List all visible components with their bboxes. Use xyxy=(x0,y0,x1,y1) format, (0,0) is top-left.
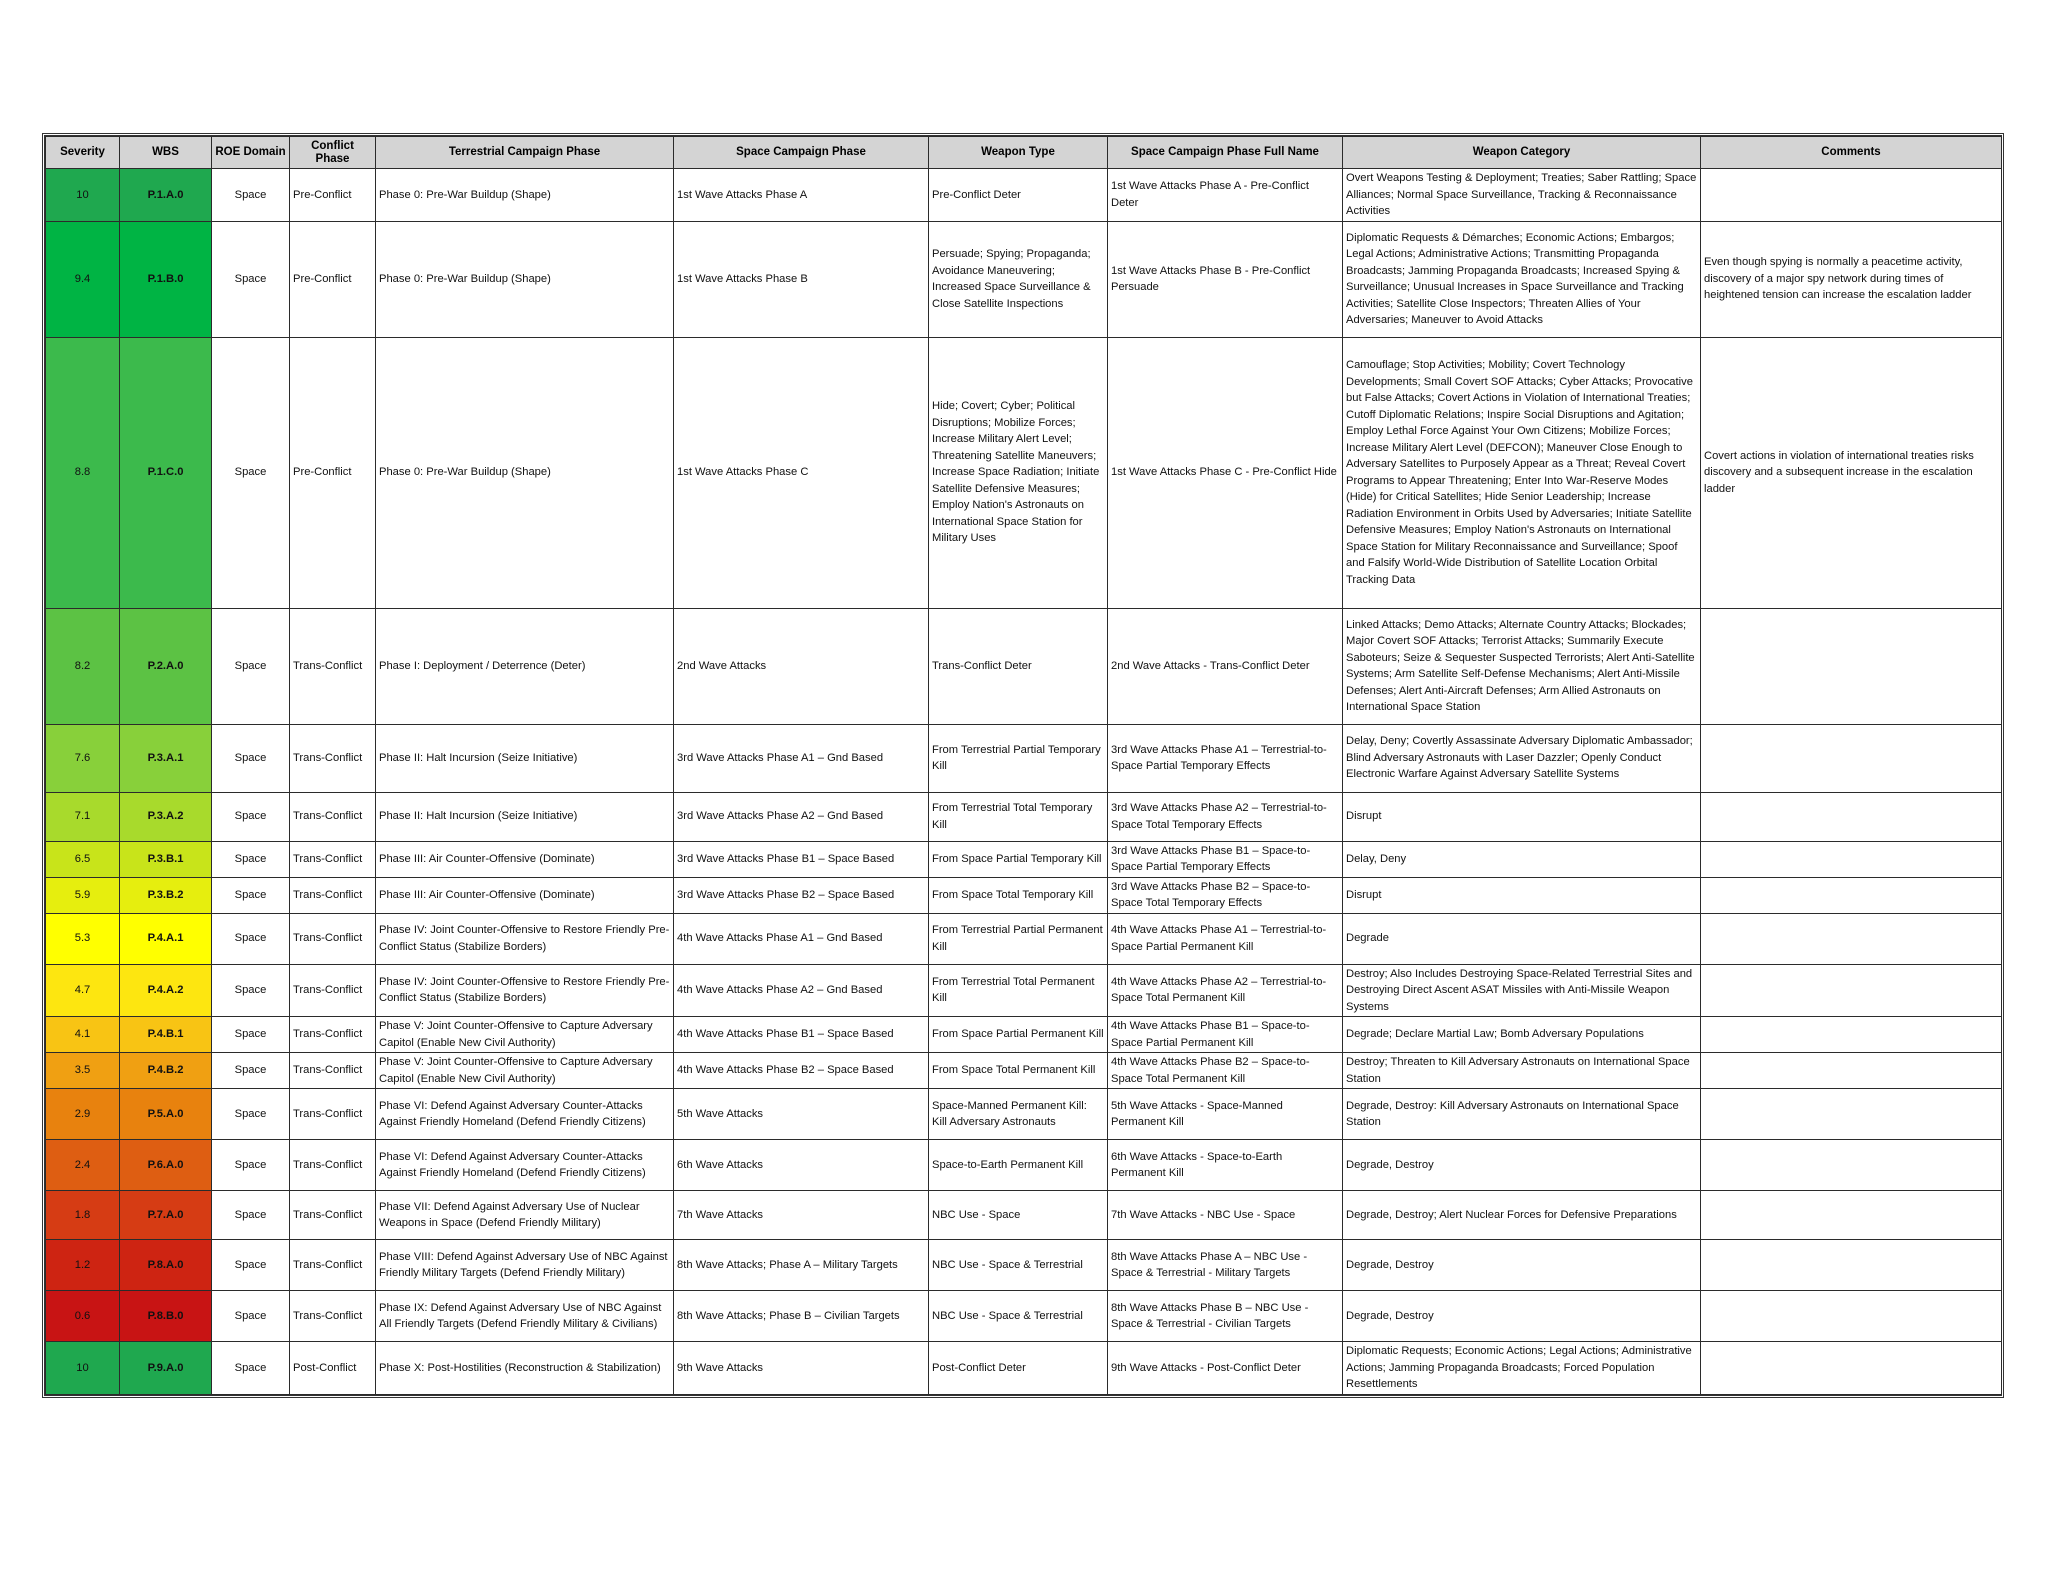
space-phase-cell[interactable]: 3rd Wave Attacks Phase B2 – Space Based xyxy=(674,877,929,913)
severity-cell[interactable]: 0.6 xyxy=(46,1291,120,1342)
table-row xyxy=(46,169,2002,222)
roe-domain-cell[interactable]: Space xyxy=(212,1089,290,1140)
weapon-category-cell[interactable]: Camouflage; Stop Activities; Mobility; Covert Technology Developments; Small Covert SOF Attacks; Cyber Attacks; Provocative but False Attacks; Covert Actions in Violation of International Treaties; Cutoff Diplomatic Relations; Inspire Social Disruptions and Agitation; Employ Lethal Force Against Your Own Citizens; Mobilize Forces; Increase Military Alert Level (DEFCON); Maneuver Close Enough to Adversary Satellites to Purposely Appear as a Threat; Reveal Covert Programs to Appear Threatening; Enter Into War-Reserve Modes (Hide) for Critical Satellites; Hide Senior Leadership; Increase Radiation Environment in Orbits Used by Adversaries; Initiate Satellite Defensive Measures; Employ Nation's Astronauts on International Space Station for Military Reconnaissance and Surveillance; Spoof and Falsify World-Wide Distribution of Satellite Location Orbital Tracking Data xyxy=(1343,337,1701,608)
conflict-phase-cell[interactable]: Trans-Conflict xyxy=(290,1291,376,1342)
weapon-category-cell[interactable]: Degrade; Declare Martial Law; Bomb Adversary Populations xyxy=(1343,1017,1701,1053)
weapon-type-cell[interactable]: From Space Partial Permanent Kill xyxy=(929,1017,1108,1053)
terrestrial-phase-cell[interactable]: Phase 0: Pre-War Buildup (Shape) xyxy=(376,337,674,608)
weapon-type-cell[interactable]: Pre-Conflict Deter xyxy=(929,169,1108,222)
roe-domain-cell[interactable]: Space xyxy=(212,792,290,841)
weapon-category-cell[interactable]: Delay, Deny; Covertly Assassinate Adversary Diplomatic Ambassador; Blind Adversary Astronauts with Laser Dazzler; Openly Conduct Electronic Warfare Against Adversary Satellite Systems xyxy=(1343,724,1701,792)
weapon-type-cell[interactable]: NBC Use - Space xyxy=(929,1191,1108,1240)
wbs-cell[interactable]: P.9.A.0 xyxy=(120,1342,212,1395)
space-phase-cell[interactable]: 1st Wave Attacks Phase C xyxy=(674,337,929,608)
weapon-type-cell[interactable]: NBC Use - Space & Terrestrial xyxy=(929,1291,1108,1342)
severity-cell[interactable]: 10 xyxy=(46,1342,120,1395)
table-row xyxy=(46,221,2002,337)
wbs-cell[interactable]: P.1.B.0 xyxy=(120,221,212,337)
roe-sheet xyxy=(42,133,2004,1398)
conflict-phase-cell[interactable]: Pre-Conflict xyxy=(290,169,376,222)
weapon-category-cell[interactable]: Disrupt xyxy=(1343,792,1701,841)
roe-domain-cell[interactable]: Space xyxy=(212,221,290,337)
weapon-type-cell[interactable]: From Space Total Permanent Kill xyxy=(929,1053,1108,1089)
terrestrial-phase-cell[interactable]: Phase VIII: Defend Against Adversary Use of NBC Against Friendly Military Targets (Defend Friendly Military) xyxy=(376,1240,674,1291)
terrestrial-phase-cell[interactable]: Phase II: Halt Incursion (Seize Initiative) xyxy=(376,792,674,841)
comments-cell[interactable] xyxy=(1701,608,2002,724)
comments-cell[interactable] xyxy=(1701,964,2002,1017)
wbs-cell[interactable]: P.8.B.0 xyxy=(120,1291,212,1342)
full-name-cell[interactable]: 9th Wave Attacks - Post-Conflict Deter xyxy=(1108,1342,1343,1395)
table-row xyxy=(46,1017,2002,1053)
comments-cell[interactable] xyxy=(1701,1140,2002,1191)
table-row xyxy=(46,877,2002,913)
space-phase-cell[interactable]: 5th Wave Attacks xyxy=(674,1089,929,1140)
space-phase-cell[interactable]: 1st Wave Attacks Phase A xyxy=(674,169,929,222)
conflict-phase-cell[interactable]: Trans-Conflict xyxy=(290,792,376,841)
terrestrial-phase-cell[interactable]: Phase VI: Defend Against Adversary Counter-Attacks Against Friendly Homeland (Defend Friendly Citizens) xyxy=(376,1089,674,1140)
header-space-campaign-phase[interactable]: Space Campaign Phase xyxy=(674,137,929,169)
header-comments[interactable]: Comments xyxy=(1701,137,2002,169)
table-row xyxy=(46,608,2002,724)
severity-cell[interactable]: 5.9 xyxy=(46,877,120,913)
wbs-cell[interactable]: P.1.C.0 xyxy=(120,337,212,608)
weapon-type-cell[interactable]: Space-to-Earth Permanent Kill xyxy=(929,1140,1108,1191)
conflict-phase-cell[interactable]: Trans-Conflict xyxy=(290,724,376,792)
roe-domain-cell[interactable]: Space xyxy=(212,1240,290,1291)
comments-cell[interactable] xyxy=(1701,724,2002,792)
weapon-category-cell[interactable]: Destroy; Also Includes Destroying Space-Related Terrestrial Sites and Destroying Direct Ascent ASAT Missiles with Anti-Missile Weapon Systems xyxy=(1343,964,1701,1017)
table-body xyxy=(46,169,2002,1395)
terrestrial-phase-cell[interactable]: Phase IV: Joint Counter-Offensive to Restore Friendly Pre-Conflict Status (Stabilize Borders) xyxy=(376,913,674,964)
wbs-cell[interactable]: P.6.A.0 xyxy=(120,1140,212,1191)
comments-cell[interactable] xyxy=(1701,841,2002,877)
space-phase-cell[interactable]: 3rd Wave Attacks Phase A1 – Gnd Based xyxy=(674,724,929,792)
table-row xyxy=(46,1342,2002,1395)
wbs-cell[interactable]: P.4.A.1 xyxy=(120,913,212,964)
terrestrial-phase-cell[interactable]: Phase 0: Pre-War Buildup (Shape) xyxy=(376,221,674,337)
severity-cell[interactable]: 4.7 xyxy=(46,964,120,1017)
full-name-cell[interactable]: 4th Wave Attacks Phase A2 – Terrestrial-to-Space Total Permanent Kill xyxy=(1108,964,1343,1017)
full-name-cell[interactable]: 8th Wave Attacks Phase A – NBC Use - Space & Terrestrial - Military Targets xyxy=(1108,1240,1343,1291)
comments-cell[interactable] xyxy=(1701,1089,2002,1140)
terrestrial-phase-cell[interactable]: Phase II: Halt Incursion (Seize Initiative) xyxy=(376,724,674,792)
full-name-cell[interactable]: 4th Wave Attacks Phase B1 – Space-to-Space Partial Permanent Kill xyxy=(1108,1017,1343,1053)
severity-cell[interactable]: 7.6 xyxy=(46,724,120,792)
full-name-cell[interactable]: 5th Wave Attacks - Space-Manned Permanent Kill xyxy=(1108,1089,1343,1140)
wbs-cell[interactable]: P.3.A.1 xyxy=(120,724,212,792)
header-conflict-phase[interactable]: Conflict Phase xyxy=(290,137,376,169)
wbs-cell[interactable]: P.1.A.0 xyxy=(120,169,212,222)
wbs-cell[interactable]: P.4.B.1 xyxy=(120,1017,212,1053)
roe-domain-cell[interactable]: Space xyxy=(212,841,290,877)
roe-domain-cell[interactable]: Space xyxy=(212,1017,290,1053)
weapon-category-cell[interactable]: Degrade, Destroy xyxy=(1343,1140,1701,1191)
comments-cell[interactable] xyxy=(1701,1017,2002,1053)
space-phase-cell[interactable]: 4th Wave Attacks Phase A2 – Gnd Based xyxy=(674,964,929,1017)
weapon-type-cell[interactable]: Hide; Covert; Cyber; Political Disruptions; Mobilize Forces; Increase Military Alert Level; Threatening Satellite Maneuvers; Increase Space Radiation; Initiate Satellite Defensive Measures; Employ Nation's Astronauts on International Space Station for Military Uses xyxy=(929,337,1108,608)
roe-domain-cell[interactable]: Space xyxy=(212,1291,290,1342)
roe-domain-cell[interactable]: Space xyxy=(212,724,290,792)
header-space-campaign-phase-full-name[interactable]: Space Campaign Phase Full Name xyxy=(1108,137,1343,169)
conflict-phase-cell[interactable]: Trans-Conflict xyxy=(290,1089,376,1140)
weapon-category-cell[interactable]: Degrade, Destroy xyxy=(1343,1291,1701,1342)
weapon-type-cell[interactable]: From Terrestrial Partial Temporary Kill xyxy=(929,724,1108,792)
header-weapon-category[interactable]: Weapon Category xyxy=(1343,137,1701,169)
wbs-cell[interactable]: P.2.A.0 xyxy=(120,608,212,724)
severity-cell[interactable]: 8.2 xyxy=(46,608,120,724)
full-name-cell[interactable]: 6th Wave Attacks - Space-to-Earth Permanent Kill xyxy=(1108,1140,1343,1191)
comments-cell[interactable] xyxy=(1701,792,2002,841)
header-terrestrial-campaign-phase[interactable]: Terrestrial Campaign Phase xyxy=(376,137,674,169)
conflict-phase-cell[interactable]: Trans-Conflict xyxy=(290,877,376,913)
weapon-category-cell[interactable]: Degrade, Destroy xyxy=(1343,1240,1701,1291)
space-phase-cell[interactable]: 1st Wave Attacks Phase B xyxy=(674,221,929,337)
wbs-cell[interactable]: P.4.A.2 xyxy=(120,964,212,1017)
table-row xyxy=(46,337,2002,608)
full-name-cell[interactable]: 1st Wave Attacks Phase C - Pre-Conflict Hide xyxy=(1108,337,1343,608)
roe-domain-cell[interactable]: Space xyxy=(212,913,290,964)
weapon-category-cell[interactable]: Disrupt xyxy=(1343,877,1701,913)
full-name-cell[interactable]: 2nd Wave Attacks - Trans-Conflict Deter xyxy=(1108,608,1343,724)
weapon-type-cell[interactable]: Space-Manned Permanent Kill: Kill Adversary Astronauts xyxy=(929,1089,1108,1140)
severity-cell[interactable]: 10 xyxy=(46,169,120,222)
weapon-type-cell[interactable]: Post-Conflict Deter xyxy=(929,1342,1108,1395)
table-row xyxy=(46,1140,2002,1191)
severity-cell[interactable]: 2.9 xyxy=(46,1089,120,1140)
conflict-phase-cell[interactable]: Trans-Conflict xyxy=(290,1017,376,1053)
comments-cell[interactable] xyxy=(1701,1191,2002,1240)
wbs-cell[interactable]: P.3.A.2 xyxy=(120,792,212,841)
space-phase-cell[interactable]: 7th Wave Attacks xyxy=(674,1191,929,1240)
conflict-phase-cell[interactable]: Trans-Conflict xyxy=(290,841,376,877)
weapon-category-cell[interactable]: Destroy; Threaten to Kill Adversary Astronauts on International Space Station xyxy=(1343,1053,1701,1089)
space-phase-cell[interactable]: 8th Wave Attacks; Phase B – Civilian Targets xyxy=(674,1291,929,1342)
full-name-cell[interactable]: 1st Wave Attacks Phase A - Pre-Conflict Deter xyxy=(1108,169,1343,222)
roe-domain-cell[interactable]: Space xyxy=(212,1053,290,1089)
space-phase-cell[interactable]: 8th Wave Attacks; Phase A – Military Targets xyxy=(674,1240,929,1291)
terrestrial-phase-cell[interactable]: Phase III: Air Counter-Offensive (Dominate) xyxy=(376,841,674,877)
weapon-category-cell[interactable]: Delay, Deny xyxy=(1343,841,1701,877)
header-roe-domain[interactable]: ROE Domain xyxy=(212,137,290,169)
conflict-phase-cell[interactable]: Trans-Conflict xyxy=(290,1140,376,1191)
weapon-type-cell[interactable]: From Space Total Temporary Kill xyxy=(929,877,1108,913)
severity-cell[interactable]: 4.1 xyxy=(46,1017,120,1053)
full-name-cell[interactable]: 3rd Wave Attacks Phase B2 – Space-to-Space Total Temporary Effects xyxy=(1108,877,1343,913)
weapon-type-cell[interactable]: NBC Use - Space & Terrestrial xyxy=(929,1240,1108,1291)
comments-cell[interactable] xyxy=(1701,1291,2002,1342)
weapon-category-cell[interactable]: Linked Attacks; Demo Attacks; Alternate Country Attacks; Blockades; Major Covert SOF Attacks; Terrorist Attacks; Summarily Execute Saboteurs; Seize & Sequester Suspected Terrorists; Alert Anti-Satellite Systems; Arm Satellite Self-Defense Mechanisms; Alert Anti-Missile Defenses; Alert Anti-Aircraft Defenses; Arm Allied Astronauts on International Space Station xyxy=(1343,608,1701,724)
severity-cell[interactable]: 8.8 xyxy=(46,337,120,608)
roe-domain-cell[interactable]: Space xyxy=(212,1191,290,1240)
weapon-category-cell[interactable]: Diplomatic Requests & Démarches; Economic Actions; Embargos; Legal Actions; Administrative Actions; Transmitting Propaganda Broadcasts; Jamming Propaganda Broadcasts; Increased Spying & Surveillance; Unusual Increases in Space Surveillance and Tracking Activities; Satellite Close Inspectors; Threaten Allies of Your Adversaries; Maneuver to Avoid Attacks xyxy=(1343,221,1701,337)
roe-escalation-table xyxy=(45,136,2002,1395)
comments-cell[interactable]: Covert actions in violation of international treaties risks discovery and a subsequent increase in the escalation ladder xyxy=(1701,337,2002,608)
terrestrial-phase-cell[interactable]: Phase V: Joint Counter-Offensive to Capture Adversary Capitol (Enable New Civil Authority) xyxy=(376,1053,674,1089)
comments-cell[interactable]: Even though spying is normally a peacetime activity, discovery of a major spy network during times of heightened tension can increase the escalation ladder xyxy=(1701,221,2002,337)
weapon-category-cell[interactable]: Degrade xyxy=(1343,913,1701,964)
weapon-category-cell[interactable]: Overt Weapons Testing & Deployment; Treaties; Saber Rattling; Space Alliances; Normal Space Surveillance, Tracking & Reconnaissance Activities xyxy=(1343,169,1701,222)
terrestrial-phase-cell[interactable]: Phase IX: Defend Against Adversary Use of NBC Against All Friendly Targets (Defend Friendly Military & Civilians) xyxy=(376,1291,674,1342)
table-row xyxy=(46,913,2002,964)
severity-cell[interactable]: 1.8 xyxy=(46,1191,120,1240)
terrestrial-phase-cell[interactable]: Phase I: Deployment / Deterrence (Deter) xyxy=(376,608,674,724)
header-weapon-type[interactable]: Weapon Type xyxy=(929,137,1108,169)
conflict-phase-cell[interactable]: Pre-Conflict xyxy=(290,221,376,337)
severity-cell[interactable]: 3.5 xyxy=(46,1053,120,1089)
space-phase-cell[interactable]: 6th Wave Attacks xyxy=(674,1140,929,1191)
terrestrial-phase-cell[interactable]: Phase X: Post-Hostilities (Reconstruction & Stabilization) xyxy=(376,1342,674,1395)
conflict-phase-cell[interactable]: Trans-Conflict xyxy=(290,1053,376,1089)
weapon-category-cell[interactable]: Degrade, Destroy; Alert Nuclear Forces for Defensive Preparations xyxy=(1343,1191,1701,1240)
terrestrial-phase-cell[interactable]: Phase VII: Defend Against Adversary Use of Nuclear Weapons in Space (Defend Friendly Military) xyxy=(376,1191,674,1240)
space-phase-cell[interactable]: 4th Wave Attacks Phase B1 – Space Based xyxy=(674,1017,929,1053)
conflict-phase-cell[interactable]: Trans-Conflict xyxy=(290,1191,376,1240)
terrestrial-phase-cell[interactable]: Phase 0: Pre-War Buildup (Shape) xyxy=(376,169,674,222)
wbs-cell[interactable]: P.3.B.1 xyxy=(120,841,212,877)
space-phase-cell[interactable]: 4th Wave Attacks Phase B2 – Space Based xyxy=(674,1053,929,1089)
terrestrial-phase-cell[interactable]: Phase VI: Defend Against Adversary Counter-Attacks Against Friendly Homeland (Defend Friendly Citizens) xyxy=(376,1140,674,1191)
roe-domain-cell[interactable]: Space xyxy=(212,169,290,222)
weapon-type-cell[interactable]: From Terrestrial Total Temporary Kill xyxy=(929,792,1108,841)
wbs-cell[interactable]: P.3.B.2 xyxy=(120,877,212,913)
comments-cell[interactable] xyxy=(1701,1342,2002,1395)
weapon-type-cell[interactable]: Trans-Conflict Deter xyxy=(929,608,1108,724)
full-name-cell[interactable]: 3rd Wave Attacks Phase A1 – Terrestrial-to-Space Partial Temporary Effects xyxy=(1108,724,1343,792)
wbs-cell[interactable]: P.8.A.0 xyxy=(120,1240,212,1291)
wbs-cell[interactable]: P.4.B.2 xyxy=(120,1053,212,1089)
severity-cell[interactable]: 1.2 xyxy=(46,1240,120,1291)
space-phase-cell[interactable]: 3rd Wave Attacks Phase B1 – Space Based xyxy=(674,841,929,877)
comments-cell[interactable] xyxy=(1701,877,2002,913)
table-row xyxy=(46,1291,2002,1342)
table-row xyxy=(46,1089,2002,1140)
roe-domain-cell[interactable]: Space xyxy=(212,337,290,608)
wbs-cell[interactable]: P.7.A.0 xyxy=(120,1191,212,1240)
full-name-cell[interactable]: 8th Wave Attacks Phase B – NBC Use - Space & Terrestrial - Civilian Targets xyxy=(1108,1291,1343,1342)
weapon-type-cell[interactable]: From Space Partial Temporary Kill xyxy=(929,841,1108,877)
severity-cell[interactable]: 2.4 xyxy=(46,1140,120,1191)
conflict-phase-cell[interactable]: Post-Conflict xyxy=(290,1342,376,1395)
full-name-cell[interactable]: 3rd Wave Attacks Phase B1 – Space-to-Space Partial Temporary Effects xyxy=(1108,841,1343,877)
severity-cell[interactable]: 5.3 xyxy=(46,913,120,964)
comments-cell[interactable] xyxy=(1701,1240,2002,1291)
terrestrial-phase-cell[interactable]: Phase III: Air Counter-Offensive (Dominate) xyxy=(376,877,674,913)
comments-cell[interactable] xyxy=(1701,1053,2002,1089)
comments-cell[interactable] xyxy=(1701,913,2002,964)
roe-domain-cell[interactable]: Space xyxy=(212,964,290,1017)
terrestrial-phase-cell[interactable]: Phase IV: Joint Counter-Offensive to Restore Friendly Pre-Conflict Status (Stabilize Borders) xyxy=(376,964,674,1017)
table-row xyxy=(46,1053,2002,1089)
conflict-phase-cell[interactable]: Trans-Conflict xyxy=(290,964,376,1017)
space-phase-cell[interactable]: 9th Wave Attacks xyxy=(674,1342,929,1395)
roe-domain-cell[interactable]: Space xyxy=(212,1140,290,1191)
comments-cell[interactable] xyxy=(1701,169,2002,222)
roe-domain-cell[interactable]: Space xyxy=(212,608,290,724)
space-phase-cell[interactable]: 3rd Wave Attacks Phase A2 – Gnd Based xyxy=(674,792,929,841)
weapon-type-cell[interactable]: From Terrestrial Total Permanent Kill xyxy=(929,964,1108,1017)
full-name-cell[interactable]: 4th Wave Attacks Phase A1 – Terrestrial-to-Space Partial Permanent Kill xyxy=(1108,913,1343,964)
full-name-cell[interactable]: 7th Wave Attacks - NBC Use - Space xyxy=(1108,1191,1343,1240)
table-row xyxy=(46,841,2002,877)
severity-cell[interactable]: 6.5 xyxy=(46,841,120,877)
conflict-phase-cell[interactable]: Trans-Conflict xyxy=(290,1240,376,1291)
header-wbs[interactable]: WBS xyxy=(120,137,212,169)
table-row xyxy=(46,792,2002,841)
terrestrial-phase-cell[interactable]: Phase V: Joint Counter-Offensive to Capture Adversary Capitol (Enable New Civil Authority) xyxy=(376,1017,674,1053)
space-phase-cell[interactable]: 2nd Wave Attacks xyxy=(674,608,929,724)
weapon-category-cell[interactable]: Degrade, Destroy: Kill Adversary Astronauts on International Space Station xyxy=(1343,1089,1701,1140)
weapon-category-cell[interactable]: Diplomatic Requests; Economic Actions; Legal Actions; Administrative Actions; Jamming Propaganda Broadcasts; Forced Population Resettlements xyxy=(1343,1342,1701,1395)
table-row xyxy=(46,1240,2002,1291)
table-row xyxy=(46,1191,2002,1240)
header-row xyxy=(46,137,2002,169)
conflict-phase-cell[interactable]: Pre-Conflict xyxy=(290,337,376,608)
full-name-cell[interactable]: 3rd Wave Attacks Phase A2 – Terrestrial-to-Space Total Temporary Effects xyxy=(1108,792,1343,841)
conflict-phase-cell[interactable]: Trans-Conflict xyxy=(290,608,376,724)
roe-domain-cell[interactable]: Space xyxy=(212,1342,290,1395)
table-row xyxy=(46,724,2002,792)
space-phase-cell[interactable]: 4th Wave Attacks Phase A1 – Gnd Based xyxy=(674,913,929,964)
severity-cell[interactable]: 7.1 xyxy=(46,792,120,841)
full-name-cell[interactable]: 4th Wave Attacks Phase B2 – Space-to-Space Total Permanent Kill xyxy=(1108,1053,1343,1089)
full-name-cell[interactable]: 1st Wave Attacks Phase B - Pre-Conflict Persuade xyxy=(1108,221,1343,337)
table-row xyxy=(46,964,2002,1017)
roe-domain-cell[interactable]: Space xyxy=(212,877,290,913)
weapon-type-cell[interactable]: From Terrestrial Partial Permanent Kill xyxy=(929,913,1108,964)
weapon-type-cell[interactable]: Persuade; Spying; Propaganda; Avoidance Maneuvering; Increased Space Surveillance & Close Satellite Inspections xyxy=(929,221,1108,337)
header-severity[interactable]: Severity xyxy=(46,137,120,169)
severity-cell[interactable]: 9.4 xyxy=(46,221,120,337)
conflict-phase-cell[interactable]: Trans-Conflict xyxy=(290,913,376,964)
wbs-cell[interactable]: P.5.A.0 xyxy=(120,1089,212,1140)
